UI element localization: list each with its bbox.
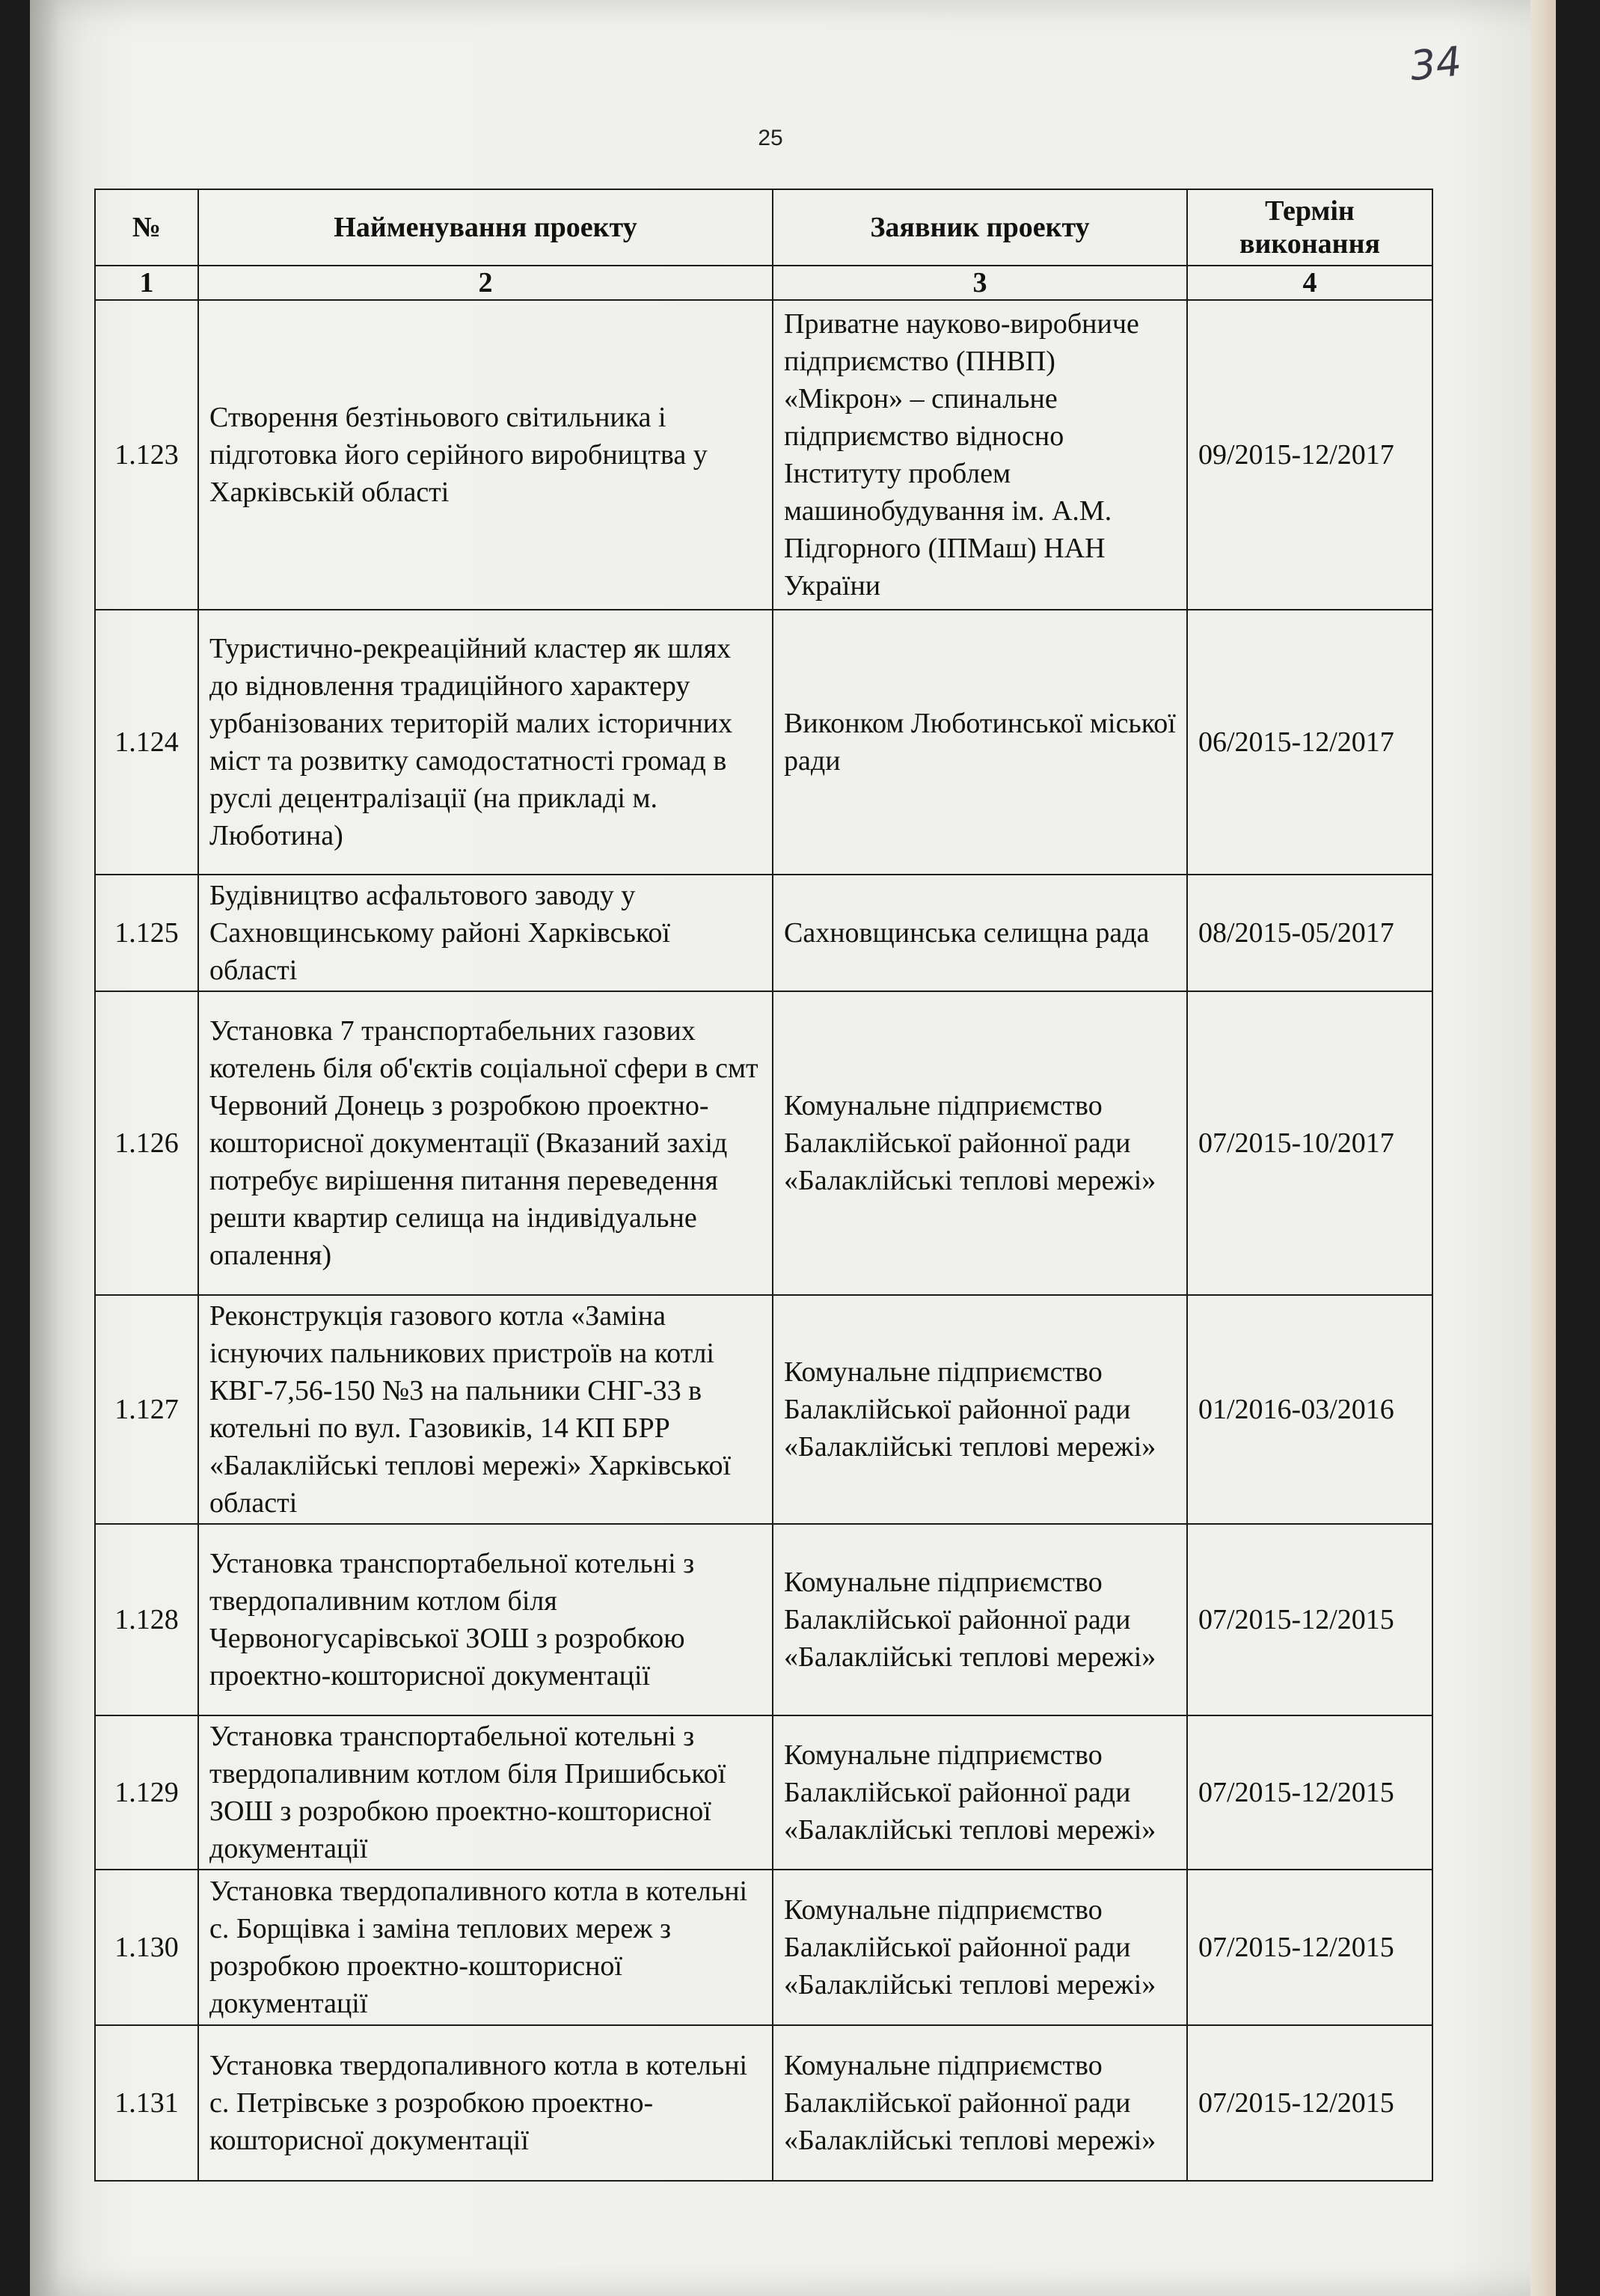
- column-number: 2: [198, 266, 773, 300]
- table-row: [95, 2025, 1432, 2181]
- project-term: 01/2016-03/2016: [1187, 1295, 1432, 1524]
- table-row: [95, 991, 1432, 1295]
- row-number: 1.124: [95, 610, 198, 875]
- project-title: Установка твердопаливного котла в котельні с. Борщівка і заміна теплових мереж з розробкою проектно-кошторисної документації: [198, 1870, 773, 2025]
- project-term: 07/2015-10/2017: [1187, 991, 1432, 1295]
- column-number: 1: [95, 266, 198, 300]
- project-term: 08/2015-05/2017: [1187, 875, 1432, 991]
- project-applicant: Комунальне підприємство Балаклійської районної ради «Балаклійські теплові мережі»: [773, 1870, 1187, 2025]
- project-term: 09/2015-12/2017: [1187, 300, 1432, 610]
- archive-sheet-number: 34: [1407, 37, 1464, 91]
- project-title: Установка 7 транспортабельних газових котелень біля об'єктів соціальної сфери в смт Червоний Донець з розробкою проектно-кошторисної документації (Вказаний захід потребує вирішення питання переведення решти квартир селища на індивідуальне опалення): [198, 991, 773, 1295]
- project-title: Установка транспортабельної котельні з твердопаливним котлом біля Пришибської ЗОШ з розробкою проектно-кошторисної документації: [198, 1715, 773, 1870]
- header-term: Термін виконання: [1187, 189, 1432, 266]
- column-number: 3: [773, 266, 1187, 300]
- project-applicant: Комунальне підприємство Балаклійської районної ради «Балаклійські теплові мережі»: [773, 1524, 1187, 1715]
- project-applicant: Комунальне підприємство Балаклійської районної ради «Балаклійські теплові мережі»: [773, 1715, 1187, 1870]
- table-row: [95, 1524, 1432, 1715]
- project-title: Туристично-рекреаційний кластер як шлях до відновлення традиційного характеру урбанізованих територій малих історичних міст та розвитку самодостатності громад в руслі децентралізації (на прикладі м. Люботина): [198, 610, 773, 875]
- header-row: [95, 189, 1432, 266]
- page-number: 25: [758, 126, 783, 150]
- project-applicant: Виконком Люботинської міської ради: [773, 610, 1187, 875]
- row-number: 1.125: [95, 875, 198, 991]
- header-num: №: [95, 189, 198, 266]
- row-number: 1.131: [95, 2025, 198, 2181]
- projects-table: [94, 189, 1433, 2182]
- column-numbers-row: [95, 266, 1432, 300]
- table-row: [95, 1870, 1432, 2025]
- page-edge: [1530, 0, 1556, 2296]
- project-title: Установка транспортабельної котельні з твердопаливним котлом біля Червоногусарівської ЗОШ з розробкою проектно-кошторисної документації: [198, 1524, 773, 1715]
- project-term: 07/2015-12/2015: [1187, 1715, 1432, 1870]
- table-row: [95, 1295, 1432, 1524]
- column-number: 4: [1187, 266, 1432, 300]
- project-title: Реконструкція газового котла «Заміна існуючих пальникових пристроїв на котлі КВГ-7,56-150 №3 на пальники СНГ-33 в котельні по вул. Газовиків, 14 КП БРР «Балаклійські теплові мережі» Харківської області: [198, 1295, 773, 1524]
- project-applicant: Комунальне підприємство Балаклійської районної ради «Балаклійські теплові мережі»: [773, 991, 1187, 1295]
- table-row: [95, 875, 1432, 991]
- table-row: [95, 1715, 1432, 1870]
- project-term: 06/2015-12/2017: [1187, 610, 1432, 875]
- header-applicant: Заявник проекту: [773, 189, 1187, 266]
- project-applicant: Приватне науково-виробниче підприємство (ПНВП) «Мікрон» – спинальне підприємство відносно Інституту проблем машинобудування ім. А.М. Підгорного (ІПМаш) НАН України: [773, 300, 1187, 610]
- project-title: Будівництво асфальтового заводу у Сахновщинському районі Харківської області: [198, 875, 773, 991]
- project-term: 07/2015-12/2015: [1187, 1524, 1432, 1715]
- project-term: 07/2015-12/2015: [1187, 1870, 1432, 2025]
- project-title: Установка твердопаливного котла в котельні с. Петрівське з розробкою проектно-кошторисної документації: [198, 2025, 773, 2181]
- table-row: [95, 300, 1432, 610]
- project-title: Створення безтіньового світильника і підготовка його серійного виробництва у Харківській області: [198, 300, 773, 610]
- table-row: [95, 610, 1432, 875]
- project-applicant: Комунальне підприємство Балаклійської районної ради «Балаклійські теплові мережі»: [773, 2025, 1187, 2181]
- header-title: Найменування проекту: [198, 189, 773, 266]
- project-term: 07/2015-12/2015: [1187, 2025, 1432, 2181]
- row-number: 1.128: [95, 1524, 198, 1715]
- row-number: 1.129: [95, 1715, 198, 1870]
- row-number: 1.130: [95, 1870, 198, 2025]
- project-applicant: Комунальне підприємство Балаклійської районної ради «Балаклійські теплові мережі»: [773, 1295, 1187, 1524]
- row-number: 1.127: [95, 1295, 198, 1524]
- row-number: 1.126: [95, 991, 198, 1295]
- row-number: 1.123: [95, 300, 198, 610]
- project-applicant: Сахновщинська селищна рада: [773, 875, 1187, 991]
